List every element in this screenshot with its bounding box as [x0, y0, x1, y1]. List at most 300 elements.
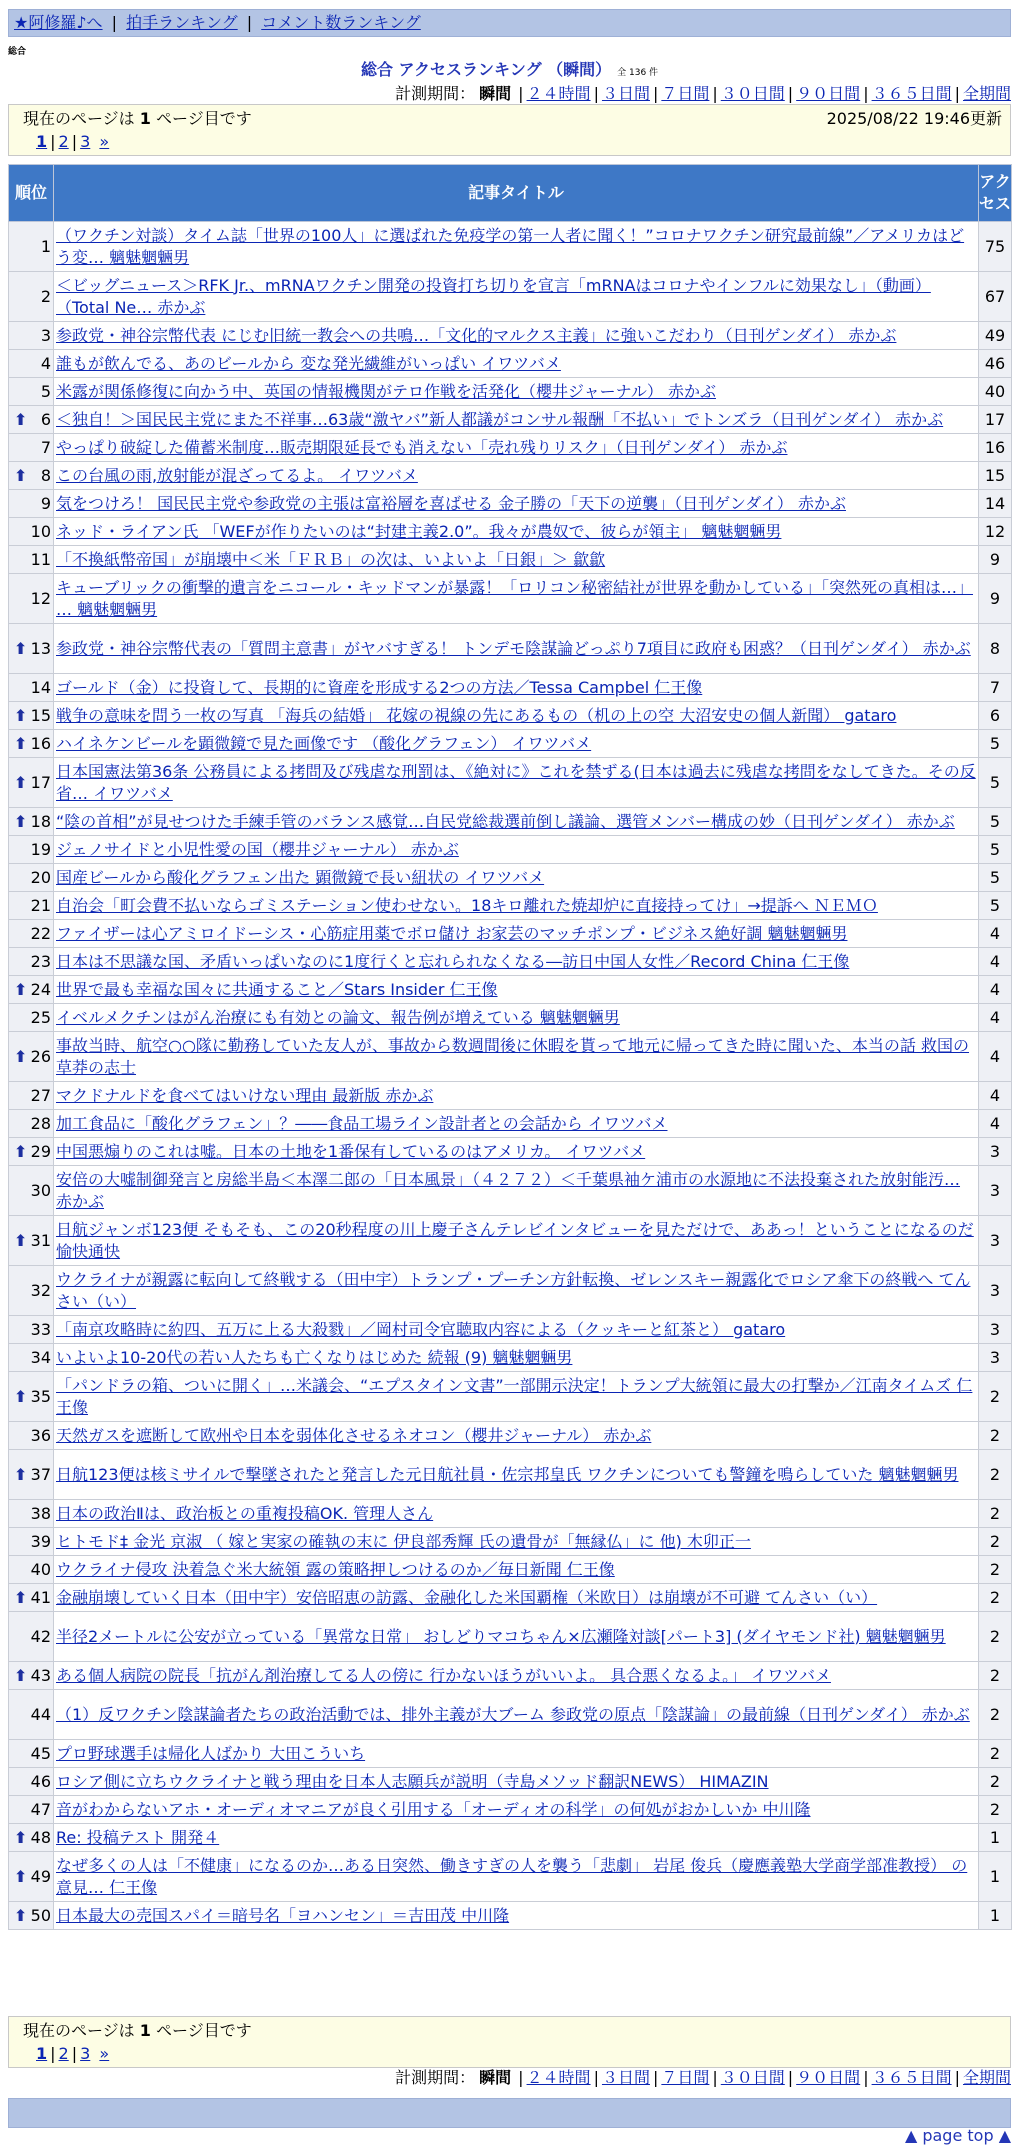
rank-number: 17: [30, 772, 51, 792]
article-link[interactable]: 参政党・神谷宗幣代表 にじむ旧統一教会への共鳴…「文化的マルクス主義」に強いこだわり（日刊ゲンダイ） 赤かぶ: [56, 325, 897, 345]
period-separator: |: [787, 2068, 794, 2087]
period-option-link[interactable]: ３日間: [601, 2068, 650, 2087]
table-row: [9, 624, 1012, 674]
table-row: [9, 1740, 1012, 1768]
rank-number: 41: [30, 1587, 51, 1607]
access-count: 2: [979, 1690, 1012, 1740]
period-current: 瞬間: [479, 2068, 512, 2087]
clap-ranking-link[interactable]: 拍手ランキング: [126, 13, 238, 32]
title-cell: [54, 1450, 979, 1500]
table-row: [9, 1902, 1012, 1930]
access-count: 5: [979, 864, 1012, 892]
rank-number: 37: [30, 1464, 51, 1484]
period-option-link[interactable]: ３０日間: [720, 2068, 785, 2087]
rank-number: 35: [30, 1386, 51, 1406]
access-count: 4: [979, 1004, 1012, 1032]
table-row: [9, 1824, 1012, 1852]
article-link[interactable]: ウクライナが親露に転向して終戦する（田中宇）トランプ・プーチン方針転換、ゼレンスキー親露化でロシア傘下の終戦へ てんさい（い）: [56, 1269, 971, 1311]
title-cell: [54, 1824, 979, 1852]
access-count: 7: [979, 674, 1012, 702]
rank-cell: [9, 490, 54, 518]
rank-up-arrow-icon: ⬆: [14, 772, 28, 792]
page-link[interactable]: 2: [58, 132, 69, 151]
rank-cell: [9, 322, 54, 350]
page-link[interactable]: 2: [58, 2044, 69, 2063]
title-cell: [54, 462, 979, 490]
rank-up-arrow-icon: ⬆: [14, 705, 28, 725]
access-count: 5: [979, 730, 1012, 758]
rank-number: 2: [40, 286, 51, 306]
article-link[interactable]: なぜ多くの人は「不健康」になるのか…ある日突然、働きすぎの人を襲う「悲劇」 岩尾 俊兵（慶應義塾大学商学部准教授） の意見… 仁王像: [56, 1855, 968, 1897]
page-top-button[interactable]: ▲ page top ▲: [904, 2126, 1011, 2145]
access-count: 40: [979, 378, 1012, 406]
article-link[interactable]: ＜ビッグニュース＞RFK Jr.、mRNAワクチン開発の投資打ち切りを宣言「mRNAはコロナやインフルに効果なし」（動画）（Total Ne… 赤かぶ: [56, 275, 931, 317]
period-separator: |: [652, 84, 659, 103]
rank-number: 7: [40, 437, 51, 457]
rank-cell: [9, 1584, 54, 1612]
access-count: 2: [979, 1422, 1012, 1450]
rank-number: 28: [30, 1113, 51, 1133]
table-row: [9, 864, 1012, 892]
period-option-link[interactable]: ９０日間: [796, 2068, 861, 2087]
article-link[interactable]: ウクライナ侵攻 決着急ぐ米大統領 露の策略押しつけるのか／毎日新聞 仁王像: [56, 1559, 615, 1579]
rank-cell: [9, 1824, 54, 1852]
access-count: 3: [979, 1138, 1012, 1166]
page-link-current[interactable]: 1: [36, 132, 48, 151]
period-separator: |: [787, 84, 794, 103]
title-cell: [54, 730, 979, 758]
article-link[interactable]: 金融崩壊していく日本（田中宇）安倍昭恵の訪露、金融化した米国覇権（米欧日）は崩壊が不可避 てんさい（い）: [56, 1587, 878, 1607]
title-cell: [54, 1796, 979, 1824]
page-link[interactable]: 3: [80, 132, 91, 151]
rank-cell: [9, 434, 54, 462]
access-count: 4: [979, 1082, 1012, 1110]
page-link[interactable]: 3: [80, 2044, 91, 2063]
title-cell: [54, 1004, 979, 1032]
title-cell: [54, 378, 979, 406]
article-link[interactable]: ヒトモド‡ 金光 京淑 （ 嫁と実家の確執の末に 伊良部秀輝 氏の遺骨が「無縁仏」に 他) 木卯正一: [56, 1531, 751, 1551]
access-count: 1: [979, 1852, 1012, 1902]
access-count: 3: [979, 1266, 1012, 1316]
table-row: [9, 462, 1012, 490]
title-cell: [54, 836, 979, 864]
rank-cell: [9, 546, 54, 574]
access-count: 4: [979, 1110, 1012, 1138]
title-cell: [54, 948, 979, 976]
table-row: [9, 1422, 1012, 1450]
header-title: 記事タイトル: [54, 165, 979, 222]
period-separator: |: [863, 2068, 869, 2087]
article-link[interactable]: プロ野球選手は帰化人ばかり 大田こういち: [56, 1743, 366, 1763]
rank-number: 21: [30, 895, 51, 915]
period-label: 計測期間：: [395, 84, 476, 103]
access-count: 16: [979, 434, 1012, 462]
title-cell: [54, 518, 979, 546]
period-option-link[interactable]: 全期間: [962, 84, 1011, 103]
rank-cell: [9, 892, 54, 920]
access-count: 2: [979, 1740, 1012, 1768]
rank-up-arrow-icon: ⬆: [14, 1665, 28, 1685]
rank-up-arrow-icon: ⬆: [14, 1827, 28, 1847]
page-separator: |: [50, 132, 56, 151]
rank-up-arrow-icon: ⬆: [14, 733, 28, 753]
title-cell: [54, 1902, 979, 1930]
rank-number: 9: [40, 493, 51, 513]
access-count: 3: [979, 1166, 1012, 1216]
access-count: 2: [979, 1796, 1012, 1824]
rank-up-arrow-icon: ⬆: [14, 1141, 28, 1161]
title-cell: [54, 1584, 979, 1612]
article-link[interactable]: 自治会「町会費不払いならゴミステーション使わせない。18キロ離れた焼却炉に直接持ってけ」→提訴へ ＮＥＭＯ: [56, 895, 878, 915]
table-row: [9, 836, 1012, 864]
title-cell: [54, 434, 979, 462]
access-count: 5: [979, 758, 1012, 808]
title-cell: [54, 1216, 979, 1266]
period-separator: |: [593, 84, 599, 103]
article-link[interactable]: マクドナルドを食べてはいけない理由 最新版 赤かぶ: [56, 1085, 434, 1105]
article-link[interactable]: 米露が関係修復に向かう中、英国の情報機関がテロ作戦を活発化（櫻井ジャーナル） 赤かぶ: [56, 381, 716, 401]
rank-up-arrow-icon: ⬆: [14, 1905, 28, 1925]
article-link[interactable]: ネッド・ライアン氏 「WEFが作りたいのは“封建主義2.0”。我々が農奴で、彼らが領主」 魑魅魍魎男: [56, 521, 782, 541]
rank-number: 23: [30, 951, 51, 971]
table-row: [9, 1612, 1012, 1662]
table-row: [9, 1852, 1012, 1902]
access-count: 2: [979, 1768, 1012, 1796]
period-option-link[interactable]: ７日間: [661, 2068, 710, 2087]
article-link[interactable]: 中国悪煽りのこれは嘘。日本の土地を1番保有しているのはアメリカ。 イワツバメ: [56, 1141, 646, 1161]
article-link[interactable]: 気をつけろ！ 国民民主党や参政党の主張は富裕層を喜ばせる 金子勝の「天下の逆襲」（日刊ゲンダイ） 赤かぶ: [56, 493, 846, 513]
title-cell: [54, 976, 979, 1004]
article-link[interactable]: この台風の雨,放射能が混ざってるよ。 イワツバメ: [56, 465, 418, 485]
rank-cell: [9, 758, 54, 808]
article-link[interactable]: “陰の首相”が見せつけた手練手管のバランス感覚…自民党総裁選前倒し議論、選管メンバー構成の妙（日刊ゲンダイ） 赤かぶ: [56, 811, 955, 831]
access-count: 2: [979, 1556, 1012, 1584]
next-page-link[interactable]: »: [99, 132, 110, 151]
page-status: 現在のページは 1 ページ目です: [23, 2021, 252, 2040]
table-row: [9, 948, 1012, 976]
article-link[interactable]: 日本最大の売国スパイ＝暗号名「ヨハンセン」＝吉田茂 中川隆: [56, 1905, 510, 1925]
article-link[interactable]: いよいよ10-20代の若い人たちも亡くなりはじめた 続報 (9) 魑魅魍魎男: [56, 1347, 573, 1367]
title-cell: [54, 624, 979, 674]
rank-cell: [9, 808, 54, 836]
rank-number: 47: [30, 1799, 51, 1819]
category-label: 総合: [8, 47, 27, 57]
title-cell: [54, 1612, 979, 1662]
rank-number: 45: [30, 1743, 51, 1763]
article-link[interactable]: 日航123便は核ミサイルで撃墜されたと発言した元日航社員・佐宗邦皇氏 ワクチンについても警鐘を鳴らしていた 魑魅魍魎男: [56, 1464, 959, 1484]
rank-cell: [9, 976, 54, 1004]
title-cell: [54, 864, 979, 892]
period-option-link[interactable]: ２４時間: [526, 2068, 591, 2087]
title-cell: [54, 1316, 979, 1344]
article-link[interactable]: やっぱり破綻した備蓄米制度…販売期限延長でも消えない「売れ残りリスク」（日刊ゲンダイ） 赤かぶ: [56, 437, 788, 457]
access-count: 14: [979, 490, 1012, 518]
table-row: [9, 1372, 1012, 1422]
table-row: [9, 406, 1012, 434]
rank-cell: [9, 1528, 54, 1556]
rank-number: 12: [30, 588, 51, 608]
article-link[interactable]: 事故当時、航空○○隊に勤務していた友人が、事故から数週間後に休暇を貰って地元に帰ってきた時に聞いた、本当の話 救国の草莽の志士: [56, 1035, 970, 1077]
table-row: [9, 490, 1012, 518]
rank-number: 44: [30, 1704, 51, 1724]
article-link[interactable]: ゴールド（金）に投資して、長期的に資産を形成する2つの方法／Tessa Campbel 仁王像: [56, 677, 703, 697]
rank-cell: [9, 864, 54, 892]
page-separator: |: [50, 2044, 56, 2063]
rank-number: 8: [40, 465, 51, 485]
rank-number: 3: [40, 325, 51, 345]
nav-separator: |: [246, 13, 253, 32]
article-link[interactable]: 「不換紙幣帝国」が崩壊中＜米「ＦＲＢ」の次は、いよいよ「日銀」＞ 歙歙: [56, 549, 606, 569]
period-option-link[interactable]: ３日間: [601, 84, 650, 103]
rank-cell: [9, 222, 54, 272]
access-count: 1: [979, 1824, 1012, 1852]
article-link[interactable]: ある個人病院の院長「抗がん剤治療してる人の傍に 行かないほうがいいよ。 具合悪くなるよ。」 イワツバメ: [56, 1665, 831, 1685]
nav-separator: |: [111, 13, 118, 32]
title-cell: [54, 920, 979, 948]
access-count: 5: [979, 808, 1012, 836]
rank-number: 25: [30, 1007, 51, 1027]
table-row: [9, 222, 1012, 272]
article-link[interactable]: イベルメクチンはがん治療にも有効との論文、報告例が増えている 魑魅魍魎男: [56, 1007, 620, 1027]
rank-number: 18: [30, 811, 51, 831]
rank-cell: [9, 1612, 54, 1662]
period-option-link[interactable]: ７日間: [661, 84, 710, 103]
title-cell: [54, 272, 979, 322]
item-count: 全 136 件: [617, 68, 659, 78]
rank-cell: [9, 1372, 54, 1422]
rank-number: 6: [40, 409, 51, 429]
title-cell: [54, 1662, 979, 1690]
access-count: 3: [979, 1344, 1012, 1372]
title-cell: [54, 1852, 979, 1902]
rank-cell: [9, 1768, 54, 1796]
rank-cell: [9, 1662, 54, 1690]
table-row: [9, 1032, 1012, 1082]
rank-cell: [9, 1902, 54, 1930]
title-cell: [54, 1138, 979, 1166]
table-row: [9, 322, 1012, 350]
top-navigation: [8, 9, 1011, 37]
rank-number: 14: [30, 677, 51, 697]
rank-number: 26: [30, 1046, 51, 1066]
table-row: [9, 1450, 1012, 1500]
article-link[interactable]: ジェノサイドと小児性愛の国（櫻井ジャーナル） 赤かぶ: [56, 839, 459, 859]
table-row: [9, 378, 1012, 406]
article-link[interactable]: 加工食品に「酸化グラフェン」？――食品工場ライン設計者との会話から イワツバメ: [56, 1113, 668, 1133]
access-count: 4: [979, 1032, 1012, 1082]
article-link[interactable]: 日本国憲法第36条 公務員による拷問及び残虐な刑罰は、《絶対に》これを禁ずる(日本は過去に残虐な拷問をなしてきた。その反省… イワツバメ: [56, 761, 976, 803]
rank-number: 1: [40, 236, 51, 256]
rank-cell: [9, 920, 54, 948]
article-link[interactable]: 日航ジャンボ123便 そもそも、この20秒程度の川上慶子さんテレビインタビューを見ただけで、ああっ！ということになるのだ 愉快通快: [56, 1219, 974, 1261]
table-row: [9, 518, 1012, 546]
title-cell: [54, 574, 979, 624]
rank-cell: [9, 1082, 54, 1110]
title-cell: [54, 1528, 979, 1556]
access-count: 2: [979, 1612, 1012, 1662]
rank-up-arrow-icon: ⬆: [14, 1230, 28, 1250]
article-link[interactable]: 「パンドラの箱、ついに開く」…米議会、“エプスタイン文書”一部開示決定！トランプ大統領に最大の打撃か／江南タイムズ 仁王像: [56, 1375, 973, 1417]
table-row: [9, 758, 1012, 808]
rank-number: 20: [30, 867, 51, 887]
period-option-link[interactable]: ３０日間: [720, 84, 785, 103]
rank-cell: [9, 1266, 54, 1316]
title-cell: [54, 674, 979, 702]
rank-number: 15: [30, 705, 51, 725]
page-status: 現在のページは 1 ページ目です: [23, 109, 252, 128]
page-link-current[interactable]: 1: [36, 2044, 48, 2063]
table-row: [9, 1584, 1012, 1612]
rank-number: 13: [30, 638, 51, 658]
rank-cell: [9, 1556, 54, 1584]
table-row: [9, 808, 1012, 836]
rank-cell: [9, 730, 54, 758]
article-link[interactable]: （1）反ワクチン陰謀論者たちの政治活動では、排外主義が大ブーム 参政党の原点「陰謀論」の最前線（日刊ゲンダイ） 赤かぶ: [56, 1704, 970, 1724]
table-row: [9, 730, 1012, 758]
rank-number: 5: [40, 381, 51, 401]
article-link[interactable]: 日本は不思議な国、矛盾いっぱいなのに1度行くと忘れられなくなる―訪日中国人女性／Record China 仁王像: [56, 951, 850, 971]
article-link[interactable]: ファイザーは心アミロイドーシス・心筋症用薬でボロ儲け お家芸のマッチポンプ・ビジネス絶好調 魑魅魍魎男: [56, 923, 848, 943]
article-link[interactable]: キューブリックの衝撃的遺言をニコール・キッドマンが暴露！「ロリコン秘密結社が世界を動かしている」「突然死の真相は…」 … 魑魅魍魎男: [56, 577, 973, 619]
access-count: 4: [979, 976, 1012, 1004]
rank-cell: [9, 1032, 54, 1082]
access-count: 9: [979, 546, 1012, 574]
rank-up-arrow-icon: ⬆: [14, 1046, 28, 1066]
article-link[interactable]: 音がわからないアホ・オーディオマニアが良く引用する「オーディオの科学」の何処がおかしいか 中川隆: [56, 1799, 811, 1819]
rank-cell: [9, 1110, 54, 1138]
rank-cell: [9, 1138, 54, 1166]
access-count: 2: [979, 1500, 1012, 1528]
rank-cell: [9, 674, 54, 702]
rank-number: 38: [30, 1503, 51, 1523]
rank-number: 30: [30, 1180, 51, 1200]
table-row: [9, 674, 1012, 702]
home-link[interactable]: ★阿修羅♪へ: [14, 13, 103, 32]
pager-top: [8, 104, 1011, 156]
table-row: [9, 1316, 1012, 1344]
access-count: 9: [979, 574, 1012, 624]
table-row: [9, 1082, 1012, 1110]
table-row: [9, 434, 1012, 462]
article-link[interactable]: ロシア側に立ちウクライナと戦う理由を日本人志願兵が説明（寺島メソッド翻訳NEWS） HIMAZIN: [56, 1771, 769, 1791]
table-row: [9, 976, 1012, 1004]
rank-number: 39: [30, 1531, 51, 1551]
article-link[interactable]: Re: 投稿テスト 開発４: [56, 1827, 220, 1847]
title-cell: [54, 322, 979, 350]
rank-number: 42: [30, 1626, 51, 1646]
article-link[interactable]: 戦争の意味を問う一枚の写真 「海兵の結婚」 花嫁の視線の先にあるもの（机の上の空 大沼安史の個人新聞） gataro: [56, 705, 897, 725]
rank-cell: [9, 1740, 54, 1768]
header-rank: 順位: [9, 165, 54, 222]
rank-up-arrow-icon: ⬆: [14, 1587, 28, 1607]
article-link[interactable]: 「南京攻略時に約四、五万に上る大殺戮」／岡村司令官聴取内容による（クッキーと紅茶と） gataro: [56, 1319, 786, 1339]
access-count: 4: [979, 948, 1012, 976]
article-link[interactable]: 参政党・神谷宗幣代表の「質問主意書」がヤバすぎる！ トンデモ陰謀論どっぷり7項目に政府も困惑？（日刊ゲンダイ） 赤かぶ: [56, 638, 971, 658]
article-link[interactable]: 誰もが飲んでる、あのビールから 変な発光繊維がいっぱい イワツバメ: [56, 353, 561, 373]
ranking-title: 総合 アクセスランキング （瞬間）: [360, 60, 612, 79]
title-cell: [54, 1372, 979, 1422]
next-page-link[interactable]: »: [99, 2044, 110, 2063]
article-link[interactable]: 国産ビールから酸化グラフェン出た 顕微鏡で長い紐状の イワツバメ: [56, 867, 545, 887]
table-row: [9, 272, 1012, 322]
period-option-link[interactable]: ２４時間: [526, 84, 591, 103]
rank-number: 40: [30, 1559, 51, 1579]
table-row: [9, 920, 1012, 948]
period-option-link[interactable]: 全期間: [962, 2068, 1011, 2087]
article-link[interactable]: 半径2メートルに公安が立っている「異常な日常」 おしどりマコちゃん×広瀬隆対談[パート3] (ダイヤモンド社) 魑魅魍魎男: [56, 1626, 946, 1646]
period-option-link[interactable]: ３６５日間: [871, 84, 952, 103]
table-row: [9, 702, 1012, 730]
article-link[interactable]: （ワクチン対談）タイム誌「世界の100人」に選ばれた免疫学の第一人者に聞く！”コロナワクチン研究最前線”／アメリカはどう変… 魑魅魍魎男: [56, 225, 965, 267]
period-separator: |: [954, 2068, 960, 2087]
access-count: 6: [979, 702, 1012, 730]
article-link[interactable]: ＜独自！＞国民民主党にまた不祥事…63歳“激ヤバ”新人都議がコンサル報酬「不払い」でトンズラ（日刊ゲンダイ） 赤かぶ: [56, 409, 944, 429]
article-link[interactable]: 天然ガスを遮断して欧州や日本を弱体化させるネオコン（櫻井ジャーナル） 赤かぶ: [56, 1425, 652, 1445]
rank-number: 48: [30, 1827, 51, 1847]
rank-up-arrow-icon: ⬆: [14, 465, 28, 485]
page-links: [23, 130, 996, 153]
comment-ranking-link[interactable]: コメント数ランキング: [261, 13, 421, 32]
access-count: 3: [979, 1316, 1012, 1344]
rank-cell: [9, 1166, 54, 1216]
access-count: 5: [979, 836, 1012, 864]
page-separator: |: [71, 132, 78, 151]
title-cell: [54, 1768, 979, 1796]
title-cell: [54, 892, 979, 920]
period-selector-bottom: [395, 2068, 1011, 2088]
page-top-link: [905, 2125, 1011, 2147]
access-count: 1: [979, 1902, 1012, 1930]
access-count: 2: [979, 1450, 1012, 1500]
access-count: 12: [979, 518, 1012, 546]
rank-cell: [9, 1500, 54, 1528]
rank-up-arrow-icon: ⬆: [14, 638, 28, 658]
table-row: [9, 574, 1012, 624]
article-link[interactable]: 安倍の大嘘制御発言と房総半島＜本澤二郎の「日本風景」（４２７２）＜千葉県袖ケ浦市の水源地に不法投棄された放射能汚… 赤かぶ: [56, 1169, 961, 1211]
period-option-link[interactable]: ３６５日間: [871, 2068, 952, 2087]
title-cell: [54, 1344, 979, 1372]
title-cell: [54, 1422, 979, 1450]
access-count: 2: [979, 1372, 1012, 1422]
article-link[interactable]: 世界で最も幸福な国々に共通すること／Stars Insider 仁王像: [56, 979, 498, 999]
rank-number: 33: [30, 1319, 51, 1339]
title-cell: [54, 808, 979, 836]
table-row: [9, 1768, 1012, 1796]
rank-cell: [9, 702, 54, 730]
title-cell: [54, 1740, 979, 1768]
rank-number: 16: [30, 733, 51, 753]
period-option-link[interactable]: ９０日間: [796, 84, 861, 103]
title-cell: [54, 1690, 979, 1740]
access-count: 49: [979, 322, 1012, 350]
title-cell: [54, 350, 979, 378]
rank-up-arrow-icon: ⬆: [14, 1386, 28, 1406]
rank-number: 19: [30, 839, 51, 859]
article-link[interactable]: 日本の政治Ⅱは、政治板との重複投稿OK. 管理人さん: [56, 1503, 434, 1523]
access-count: 5: [979, 892, 1012, 920]
article-link[interactable]: ハイネケンビールを顕微鏡で見た画像です （酸化グラフェン） イワツバメ: [56, 733, 592, 753]
rank-up-arrow-icon: ⬆: [14, 811, 28, 831]
period-separator: |: [712, 84, 718, 103]
rank-cell: [9, 1216, 54, 1266]
rank-up-arrow-icon: ⬆: [14, 1866, 28, 1886]
period-separator: |: [593, 2068, 599, 2087]
title-cell: [54, 758, 979, 808]
rank-number: 46: [30, 1771, 51, 1791]
updated-time: 2025/08/22 19:46更新: [826, 109, 1002, 128]
rank-number: 43: [30, 1665, 51, 1685]
access-count: 67: [979, 272, 1012, 322]
